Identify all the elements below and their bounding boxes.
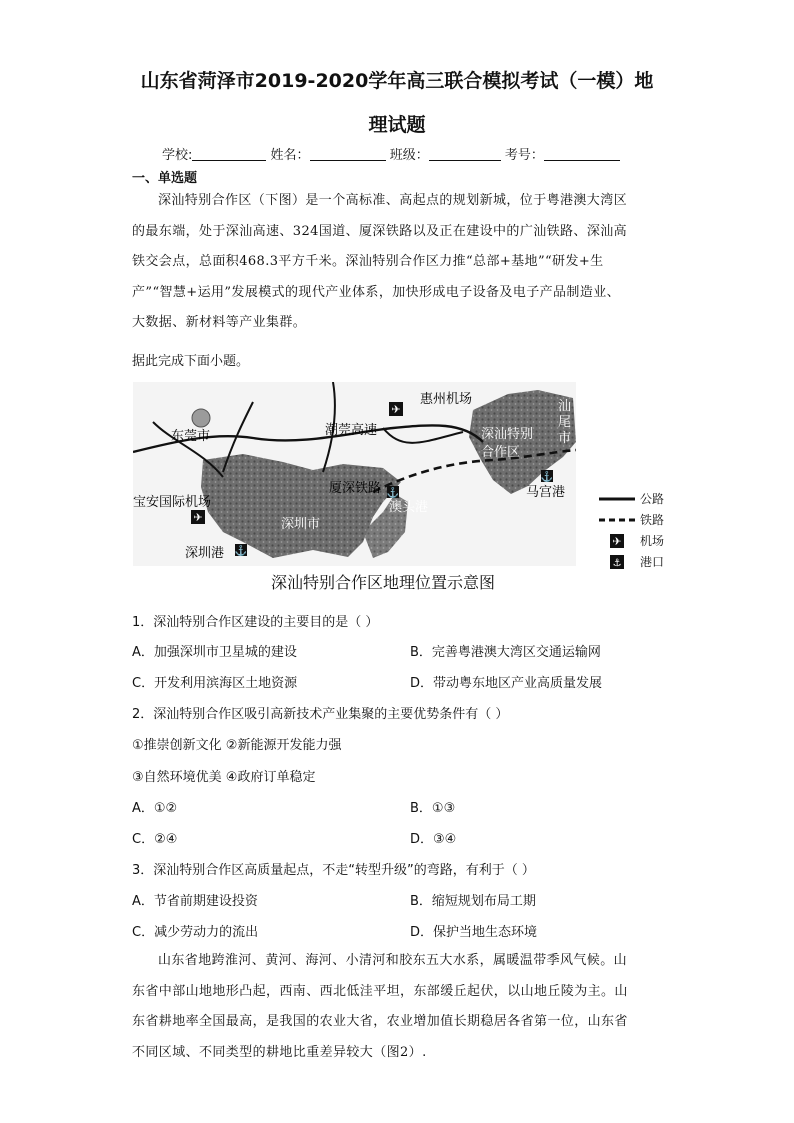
passage-2-line: 东省耕地率全国最高，是我国的农业大省，农业增加值长期稳居各省第一位，山东省 <box>132 1014 628 1029</box>
legend-port <box>598 551 664 572</box>
railway-line-icon <box>598 517 636 523</box>
q1-option-b[interactable]: B．完善粤港澳大湾区交通运输网 <box>410 645 601 660</box>
svg-text:✈: ✈ <box>193 511 203 524</box>
instruction-text: 据此完成下面小题。 <box>132 354 250 369</box>
map-legend <box>598 488 664 572</box>
q2-option-d[interactable]: D．③④ <box>410 832 457 847</box>
label-shenzhen-city: 深圳市 <box>281 517 321 532</box>
map-caption: 深汕特别合作区地理位置示意图 <box>270 573 495 592</box>
q2-statements-2: ③自然环境优美 ④政府订单稳定 <box>132 770 316 785</box>
passage-1-line: 深汕特别合作区（下图）是一个高标准、高起点的规划新城，位于粤港澳大湾区 <box>158 193 628 208</box>
label-magong-port: 马宫港 <box>526 485 566 500</box>
label-aotou-port: 澳头港 <box>389 500 429 515</box>
label-chaoguan-expressway: 潮莞高速 <box>325 423 378 438</box>
name-label: 姓名： <box>270 148 310 163</box>
label-shanwei-2: 尾 <box>558 415 572 430</box>
label-shanwei-1: 汕 <box>558 399 572 414</box>
name-blank[interactable] <box>310 148 386 161</box>
aotou-port-icon <box>387 486 399 499</box>
baoan-airport-icon <box>191 510 205 524</box>
legend-highway-label: 公路 <box>640 492 665 506</box>
svg-text:✈: ✈ <box>612 534 622 548</box>
passage-1-line: 的最东端，处于深汕高速、324国道、厦深铁路以及正在建设中的广汕铁路、深汕高 <box>132 223 628 239</box>
passage-2 <box>132 946 662 1068</box>
label-baoan-airport: 宝安国际机场 <box>133 495 212 510</box>
legend-airport <box>598 530 664 551</box>
passage-1-line: 铁交会点，总面积468.3平方千米。深汕特别合作区力推“总部+基地”“研发+生 <box>132 254 604 269</box>
q1-option-a[interactable]: A．加强深圳市卫星城的建设 <box>132 645 297 660</box>
q2-option-c[interactable]: C．②④ <box>132 832 178 847</box>
label-shenzhen-port: 深圳港 <box>185 546 225 561</box>
shenzhen-port-icon <box>235 544 247 557</box>
q2-statements-1: ①推崇创新文化 ②新能源开发能力强 <box>132 738 342 753</box>
q2-option-b[interactable]: B．①③ <box>410 801 456 816</box>
q3-option-c[interactable]: C．减少劳动力的流出 <box>132 925 259 940</box>
svg-text:✈: ✈ <box>391 403 401 416</box>
q3-option-d[interactable]: D．保护当地生态环境 <box>410 925 538 940</box>
exam-title-line2: 理试题 <box>368 114 426 136</box>
highway-line-icon <box>598 496 636 502</box>
exam-number-label: 考号： <box>504 148 544 163</box>
class-blank[interactable] <box>429 148 501 161</box>
q1-option-c[interactable]: C．开发利用滨海区土地资源 <box>132 676 298 691</box>
q3-option-b[interactable]: B．缩短规划布局工期 <box>410 894 536 909</box>
legend-airport-label: 机场 <box>640 534 665 548</box>
huizhou-airport-icon <box>389 402 403 416</box>
legend-port-label: 港口 <box>640 555 665 569</box>
label-huizhou-airport: 惠州机场 <box>420 392 473 407</box>
label-shenshan-zone-1: 深汕特别 <box>481 427 534 442</box>
svg-text:⚓: ⚓ <box>234 546 248 557</box>
class-label: 班级： <box>389 148 429 163</box>
passage-1-line: 产”“智慧+运用”发展模式的现代产业体系，加快形成电子设备及电子产品制造业、 <box>132 284 621 300</box>
magong-port-icon <box>541 470 553 483</box>
dongguan-marker <box>192 409 210 427</box>
exam-number-blank[interactable] <box>544 148 620 161</box>
q3-stem: 3．深汕特别合作区高质量起点，不走“转型升级”的弯路，有利于（ ） <box>132 863 535 878</box>
student-info-line <box>162 144 620 163</box>
legend-railway <box>598 509 664 530</box>
label-xiashen-railway: 厦深铁路 <box>329 481 382 496</box>
passage-2-line: 东省中部山地地形凸起，西南、西北低洼平坦，东部缓丘起伏，以山地丘陵为主。山 <box>132 983 628 999</box>
q1-option-d[interactable]: D．带动粤东地区产业高质量发展 <box>410 676 603 691</box>
svg-text:⚓: ⚓ <box>612 557 622 569</box>
q2-stem: 2．深汕特别合作区吸引高新技术产业集聚的主要优势条件有（ ） <box>132 707 509 722</box>
q1-stem: 1．深汕特别合作区建设的主要目的是（ ） <box>132 615 379 630</box>
q2-option-a[interactable]: A．①② <box>132 801 178 816</box>
section-title: 一、单选题 <box>132 171 198 186</box>
exam-title-line1: 山东省菏泽市2019-2020学年高三联合模拟考试（一模）地 <box>140 70 654 92</box>
label-dongguan: 东莞市 <box>171 429 211 444</box>
passage-2-line: 不同区域、不同类型的耕地比重差异较大（图2）. <box>132 1044 427 1060</box>
passage-2-line: 山东省地跨淮河、黄河、海河、小清河和胶东五大水系，属暖温带季风气候。山 <box>158 953 628 968</box>
svg-text:⚓: ⚓ <box>540 472 554 483</box>
label-shenshan-zone-2: 合作区 <box>481 445 521 460</box>
q3-option-a[interactable]: A．节省前期建设投资 <box>132 894 258 909</box>
school-label: 学校: <box>162 148 193 163</box>
airport-icon <box>598 534 636 548</box>
label-shanwei-3: 市 <box>558 431 572 446</box>
passage-1 <box>132 186 662 339</box>
location-map <box>133 382 576 566</box>
school-blank[interactable] <box>192 148 266 161</box>
port-icon <box>598 555 636 569</box>
legend-railway-label: 铁路 <box>640 513 665 527</box>
passage-1-line: 大数据、新材料等产业集群。 <box>132 315 307 330</box>
svg-text:⚓: ⚓ <box>386 488 400 499</box>
legend-highway <box>598 488 664 509</box>
